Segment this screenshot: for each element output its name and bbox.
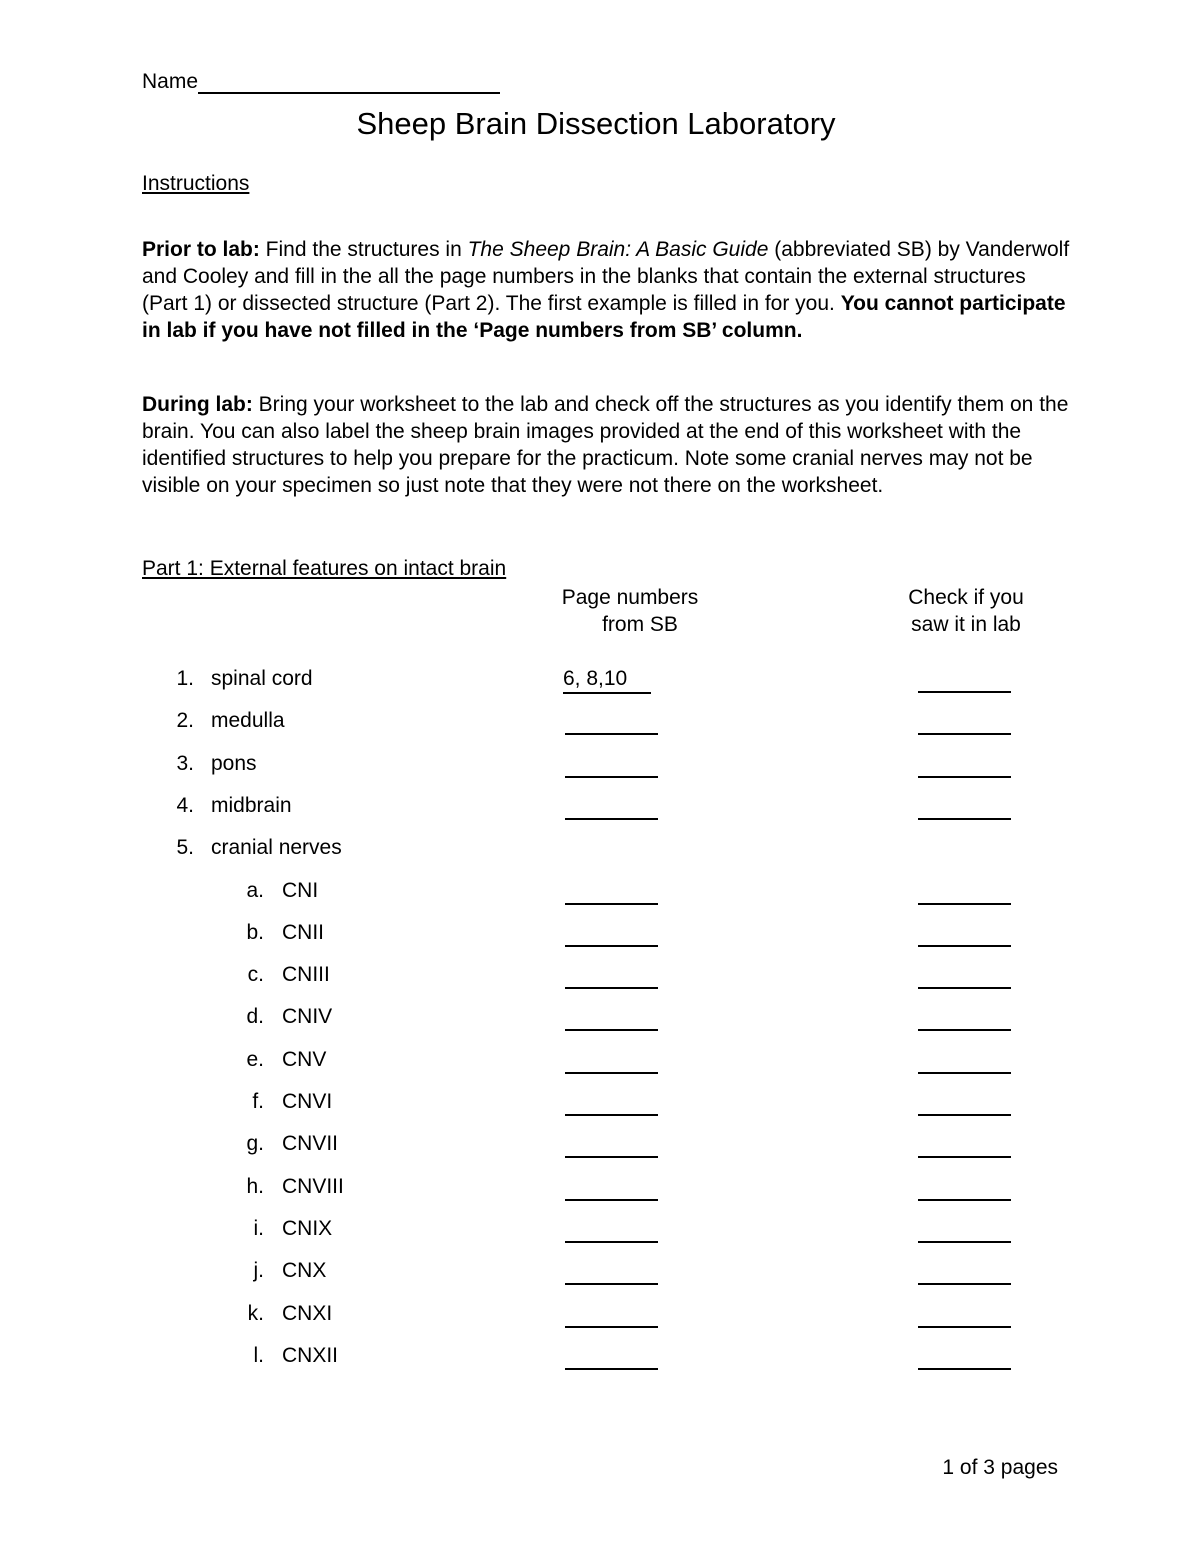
check-blank[interactable] — [918, 1114, 1011, 1116]
during-lab-paragraph — [142, 391, 1072, 499]
item-marker: h. — [246, 1175, 264, 1198]
instructions-heading: Instructions — [142, 172, 250, 195]
prior-label: Prior to lab: — [142, 238, 260, 261]
page-numbers-column-header — [540, 584, 720, 638]
list-item — [0, 1258, 1200, 1288]
page-number-blank[interactable] — [565, 1326, 658, 1328]
item-label: CNVIII — [282, 1175, 344, 1198]
item-label: medulla — [211, 709, 285, 732]
page-number-blank[interactable] — [565, 987, 658, 989]
check-blank[interactable] — [918, 733, 1011, 735]
check-blank[interactable] — [918, 1326, 1011, 1328]
check-blank[interactable] — [918, 776, 1011, 778]
item-label: cranial nerves — [211, 836, 342, 859]
page-number-blank[interactable] — [565, 903, 658, 905]
name-label: Name — [142, 70, 199, 93]
check-blank[interactable] — [918, 1156, 1011, 1158]
check-blank[interactable] — [918, 1283, 1011, 1285]
prior-text-2: (abbreviated SB) by Vanderwolf and Cooley and fill in the all the page numbers in the blanks that contain the external structures (Part 1) or dissected structure (Part 2). The first example is filled in for you. — [142, 238, 1070, 315]
check-blank[interactable] — [918, 691, 1011, 693]
item-marker: k. — [247, 1302, 264, 1325]
list-item — [0, 708, 1200, 738]
item-marker: b. — [246, 921, 264, 944]
item-label: CNX — [282, 1259, 327, 1282]
list-item — [0, 878, 1200, 908]
part1-heading: Part 1: External features on intact brain — [142, 557, 507, 580]
page-number-blank[interactable] — [565, 776, 658, 778]
during-label: During lab: — [142, 393, 253, 416]
page-indicator: 1 of 3 pages — [942, 1456, 1058, 1479]
item-marker: e. — [246, 1048, 264, 1071]
check-blank[interactable] — [918, 818, 1011, 820]
check-blank[interactable] — [918, 945, 1011, 947]
during-text: Bring your worksheet to the lab and check off the structures as you identify them on the brain. You can also label the sheep brain images provided at the end of this worksheet with the identified structures to help you prepare for the practicum. Note some cranial nerves may not be visible on your specimen so just note that they were not there on the worksheet. — [142, 393, 1069, 497]
item-label: CNIII — [282, 963, 330, 986]
list-item — [0, 1047, 1200, 1077]
name-blank[interactable] — [198, 70, 500, 94]
check-header-line2: saw it in lab — [911, 613, 1021, 636]
page-number-blank[interactable] — [565, 1199, 658, 1201]
check-blank[interactable] — [918, 987, 1011, 989]
prior-warning: You cannot participate in lab if you have not filled in the ‘Page numbers from SB’ column. — [142, 292, 1066, 342]
check-blank[interactable] — [918, 903, 1011, 905]
check-blank[interactable] — [918, 1029, 1011, 1031]
item-marker: 4. — [176, 794, 194, 817]
page-number-blank[interactable] — [565, 1072, 658, 1074]
item-marker: 5. — [176, 836, 194, 859]
list-item — [0, 835, 1200, 865]
prior-to-lab-paragraph — [142, 236, 1072, 344]
book-title: The Sheep Brain: A Basic Guide — [467, 238, 769, 261]
item-label: CNVI — [282, 1090, 333, 1113]
list-item — [0, 920, 1200, 950]
page-number-blank[interactable] — [565, 1029, 658, 1031]
list-item — [0, 1174, 1200, 1204]
list-item — [0, 1343, 1200, 1373]
item-marker: 3. — [176, 752, 194, 775]
page-number-blank[interactable] — [565, 733, 658, 735]
page-number-blank[interactable] — [565, 1156, 658, 1158]
page-numbers-header-line2: from SB — [602, 613, 678, 636]
item-label: CNIV — [282, 1005, 333, 1028]
check-column-header — [886, 584, 1046, 638]
item-label: CNI — [282, 879, 319, 902]
list-item — [0, 1089, 1200, 1119]
item-label: midbrain — [211, 794, 292, 817]
item-marker: g. — [246, 1132, 264, 1155]
item-marker: j. — [253, 1259, 264, 1282]
item-marker: a. — [246, 879, 264, 902]
item-marker: c. — [247, 963, 264, 986]
item-label: CNXI — [282, 1302, 333, 1325]
item-label: CNVII — [282, 1132, 339, 1155]
item-marker: f. — [252, 1090, 264, 1113]
list-item — [0, 962, 1200, 992]
item-label: CNII — [282, 921, 324, 944]
list-item — [0, 751, 1200, 781]
prior-text-1: Find the structures in — [259, 238, 468, 261]
list-item — [0, 1216, 1200, 1246]
check-header-line1: Check if you — [908, 586, 1024, 609]
list-item — [0, 1004, 1200, 1034]
item-label: CNV — [282, 1048, 327, 1071]
list-item — [0, 793, 1200, 823]
check-blank[interactable] — [918, 1241, 1011, 1243]
page-number-blank[interactable] — [565, 1241, 658, 1243]
item-label: spinal cord — [211, 667, 313, 690]
page-number-field[interactable]: 6, 8,10 — [563, 666, 651, 694]
page-number-blank[interactable] — [565, 1368, 658, 1370]
item-marker: l. — [253, 1344, 264, 1367]
item-marker: i. — [253, 1217, 264, 1240]
page-title: Sheep Brain Dissection Laboratory — [356, 106, 836, 141]
page-numbers-header-line1: Page numbers — [561, 586, 699, 609]
item-label: CNXII — [282, 1344, 339, 1367]
check-blank[interactable] — [918, 1368, 1011, 1370]
list-item — [0, 1131, 1200, 1161]
list-item — [0, 1301, 1200, 1331]
page-number-blank[interactable] — [565, 1283, 658, 1285]
item-marker: d. — [246, 1005, 264, 1028]
item-marker: 1. — [176, 667, 194, 690]
page-number-blank[interactable] — [565, 945, 658, 947]
item-label: pons — [211, 752, 257, 775]
check-blank[interactable] — [918, 1199, 1011, 1201]
page-number-blank[interactable] — [565, 818, 658, 820]
page-number-blank[interactable] — [565, 1114, 658, 1116]
list-item — [0, 666, 1200, 696]
item-marker: 2. — [176, 709, 194, 732]
check-blank[interactable] — [918, 1072, 1011, 1074]
item-label: CNIX — [282, 1217, 333, 1240]
name-field — [142, 70, 500, 94]
